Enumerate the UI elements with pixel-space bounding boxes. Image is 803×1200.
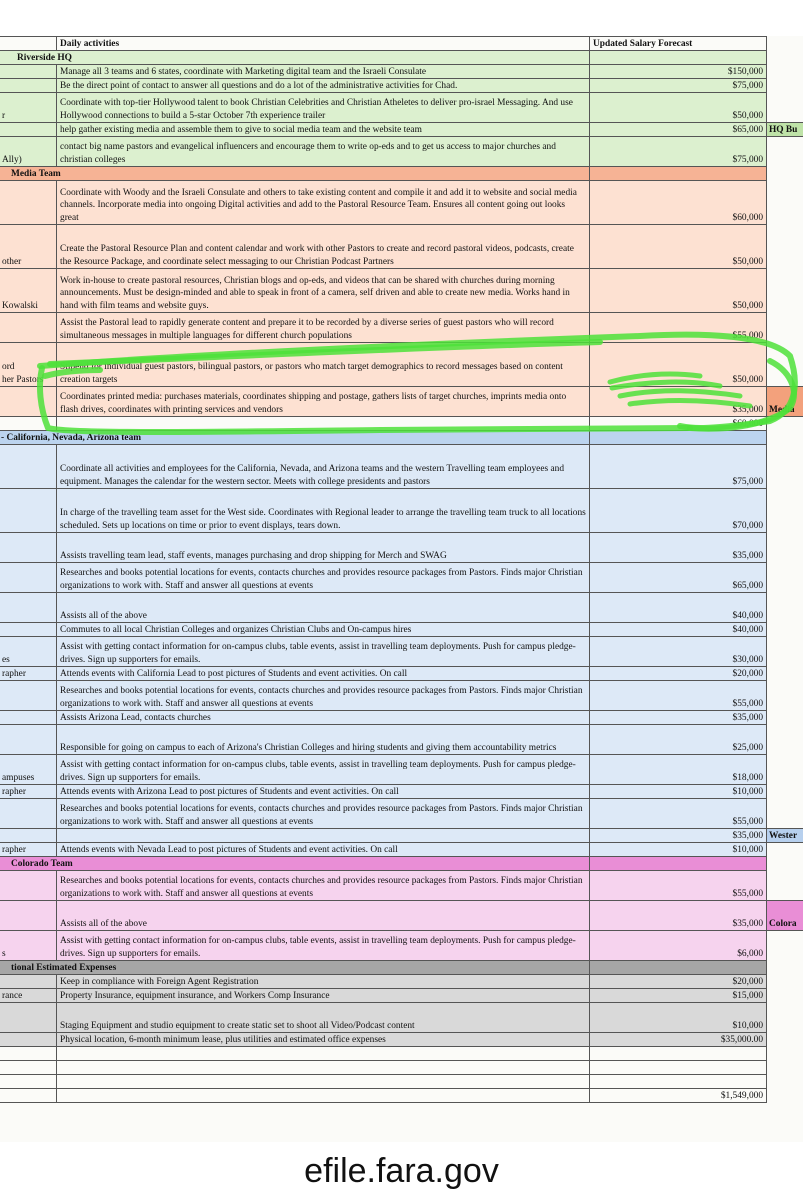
- daily-activity-cell: [57, 829, 590, 843]
- daily-activity-cell: [57, 857, 590, 871]
- header-salary-cell: Updated Salary Forecast: [590, 37, 767, 51]
- table-row: [0, 843, 803, 857]
- margin-cell: [767, 1061, 803, 1075]
- role-label-cell: [0, 123, 57, 137]
- daily-activity-cell: Researches and books potential locations for events, contacts churches and provides resource packages from Pastors. Finds major Christian organizations to work with. Staff and answer all questions at events: [57, 871, 590, 901]
- role-label-cell: [0, 1075, 57, 1089]
- daily-activity-cell: Commutes to all local Christian Colleges and organizes Christian Clubs and On-campus hires: [57, 623, 590, 637]
- table-row: [0, 181, 803, 225]
- salary-cell: $1,549,000: [590, 1089, 767, 1103]
- margin-cell: [767, 225, 803, 269]
- table-row: [0, 93, 803, 123]
- role-label-cell: [0, 489, 57, 533]
- salary-cell: $35,000: [590, 829, 767, 843]
- daily-activity-cell: Assist with getting contact information for on-campus clubs, table events, assist in travelling team deployments. Push for campus pledge-drives. Sign up supporters for emails.: [57, 637, 590, 667]
- margin-cell: [767, 167, 803, 181]
- table-row: [0, 1047, 803, 1061]
- salary-cell: [590, 857, 767, 871]
- table-row: [0, 123, 803, 137]
- daily-activity-cell: help gather existing media and assemble them to give to social media team and the website team: [57, 123, 590, 137]
- role-label-cell: ampuses: [0, 755, 57, 785]
- table-row: [0, 637, 803, 667]
- role-label-cell: ord her Pastors: [0, 343, 57, 387]
- daily-activity-cell: Attends events with Nevada Lead to post pictures of Students and event activities. On call: [57, 843, 590, 857]
- table-row: [0, 489, 803, 533]
- table-row: [0, 829, 803, 843]
- table-row: [0, 931, 803, 961]
- daily-activity-cell: Physical location, 6-month minimum lease, plus utilities and estimated office expenses: [57, 1033, 590, 1047]
- salary-cell: $10,000: [590, 843, 767, 857]
- section-header-row: [0, 961, 803, 975]
- role-label-cell: other: [0, 225, 57, 269]
- margin-cell: [767, 931, 803, 961]
- daily-activity-cell: contact big name pastors and evangelical influencers and encourage them to write op-eds and to get us access to major churches and christian colleges: [57, 137, 590, 167]
- salary-cell: [590, 431, 767, 445]
- margin-cell: [767, 961, 803, 975]
- header-tag-cell: [767, 37, 803, 51]
- salary-cell: $150,000: [590, 65, 767, 79]
- daily-activity-cell: Responsible for going on campus to each of Arizona's Christian Colleges and hiring students and giving them accountability metrics: [57, 725, 590, 755]
- salary-cell: $55,000: [590, 871, 767, 901]
- table-row: [0, 667, 803, 681]
- daily-activity-cell: In charge of the travelling team asset for the West side. Coordinates with Regional leader to arrange the travelling team truck to all locations scheduled. Sets up locations on time or prior to event displays, tears down.: [57, 489, 590, 533]
- margin-cell: [767, 623, 803, 637]
- margin-cell: [767, 343, 803, 387]
- daily-activity-cell: Assists Arizona Lead, contacts churches: [57, 711, 590, 725]
- table-row: [0, 563, 803, 593]
- salary-cell: [590, 51, 767, 65]
- table-row: [0, 65, 803, 79]
- role-label-cell: [0, 681, 57, 711]
- daily-activity-cell: [57, 961, 590, 975]
- margin-cell: [767, 431, 803, 445]
- salary-cell: $18,000: [590, 755, 767, 785]
- daily-activity-cell: Coordinate with Woody and the Israeli Consulate and others to take existing content and compile it and add it to website and social media channels. Incorporate media into ongoing Digital activities and add to the Pastoral Resource Team. Ensures all content going out looks great: [57, 181, 590, 225]
- daily-activity-cell: Researches and books potential locations for events, contacts churches and provides resource packages from Pastors. Finds major Christian organizations to work with. Staff and answer all questions at events: [57, 563, 590, 593]
- daily-activity-cell: [57, 167, 590, 181]
- table-row: [0, 799, 803, 829]
- section-title-text: Riverside HQ: [17, 52, 72, 63]
- margin-cell: [767, 667, 803, 681]
- role-label-cell: rapher: [0, 667, 57, 681]
- team-tag: Wester: [767, 829, 803, 843]
- daily-activity-cell: Stipend for individual guest pastors, bilingual pastors, or pastors who match target demographics to record messages based on content creation targets: [57, 343, 590, 387]
- margin-cell: [767, 975, 803, 989]
- salary-cell: [590, 1061, 767, 1075]
- section-title: [0, 51, 72, 65]
- table-row: [0, 871, 803, 901]
- role-label-cell: [0, 1047, 57, 1061]
- margin-cell: [767, 1003, 803, 1033]
- salary-cell: $50,000: [590, 225, 767, 269]
- daily-activity-cell: Assists all of the above: [57, 593, 590, 623]
- salary-cell: $60,000: [590, 181, 767, 225]
- salary-cell: $6,000: [590, 931, 767, 961]
- role-label-cell: [0, 1003, 57, 1033]
- role-label-cell: [0, 1089, 57, 1103]
- role-label-cell: Ally): [0, 137, 57, 167]
- role-label-cell: Kowalski: [0, 269, 57, 313]
- daily-activity-cell: Property Insurance, equipment insurance, and Workers Comp Insurance: [57, 989, 590, 1003]
- daily-activity-cell: [57, 417, 590, 431]
- role-label-cell: [0, 829, 57, 843]
- margin-cell: [767, 799, 803, 829]
- role-label-cell: rapher: [0, 785, 57, 799]
- margin-cell: [767, 711, 803, 725]
- daily-activity-cell: Staging Equipment and studio equipment to create static set to shoot all Video/Podcast content: [57, 1003, 590, 1033]
- section-title-text: Colorado Team: [11, 858, 73, 869]
- salary-cell: $40,000: [590, 623, 767, 637]
- salary-cell: $70,000: [590, 489, 767, 533]
- salary-cell: $35,000: [590, 533, 767, 563]
- table-row: [0, 785, 803, 799]
- salary-cell: [590, 961, 767, 975]
- section-title-text: tional Estimated Expenses: [11, 962, 117, 973]
- salary-cell: $50,000: [590, 93, 767, 123]
- section-header-row: [0, 431, 803, 445]
- daily-activity-cell: Be the direct point of contact to answer all questions and do a lot of the administrative activities for Chad.: [57, 79, 590, 93]
- daily-activity-cell: Keep in compliance with Foreign Agent Registration: [57, 975, 590, 989]
- margin-cell: [767, 1033, 803, 1047]
- section-header-row: [0, 857, 803, 871]
- salary-cell: $35,000.00: [590, 1033, 767, 1047]
- margin-cell: [767, 51, 803, 65]
- salary-cell: [590, 1047, 767, 1061]
- role-label-cell: [0, 79, 57, 93]
- margin-cell: [767, 93, 803, 123]
- table-row: [0, 225, 803, 269]
- daily-activity-cell: [57, 1075, 590, 1089]
- salary-cell: $65,000: [590, 123, 767, 137]
- role-label-cell: [0, 533, 57, 563]
- team-tag: HQ Bu: [767, 123, 803, 137]
- table-row: [0, 387, 803, 417]
- salary-cell: $75,000: [590, 445, 767, 489]
- margin-cell: [767, 489, 803, 533]
- role-label-cell: s: [0, 931, 57, 961]
- margin-cell: [767, 1047, 803, 1061]
- section-title: [0, 431, 142, 445]
- source-watermark: efile.fara.gov: [0, 1142, 803, 1200]
- role-label-cell: [0, 65, 57, 79]
- daily-activity-cell: Attends events with California Lead to post pictures of Students and event activities. On call: [57, 667, 590, 681]
- daily-activity-cell: [57, 1047, 590, 1061]
- daily-activity-cell: [57, 1061, 590, 1075]
- table-row: [0, 975, 803, 989]
- table-row: [0, 79, 803, 93]
- table-row: [0, 1061, 803, 1075]
- role-label-cell: [0, 313, 57, 343]
- role-label-cell: [0, 975, 57, 989]
- role-label-cell: [0, 417, 57, 431]
- margin-cell: [767, 65, 803, 79]
- daily-activity-cell: Assist the Pastoral lead to rapidly generate content and prepare it to be recorded by a diverse series of guest pastors who will record simultaneous messages in multiple languages for different church populations: [57, 313, 590, 343]
- team-tag: Colora: [767, 901, 803, 931]
- daily-activity-cell: Create the Pastoral Resource Plan and content calendar and work with other Pastors to create and record pastoral videos, podcasts, create the Resource Package, and coordinate select messaging to our Christian Podcast Partners: [57, 225, 590, 269]
- daily-activity-cell: Work in-house to create pastoral resources, Christian blogs and op-eds, and videos that can be shared with churches during morning announcements. Must be design-minded and able to speak in front of a camera, self driven and able to create new media. Works hand in hand with film teams and website guys.: [57, 269, 590, 313]
- salary-cell: $10,000: [590, 1003, 767, 1033]
- salary-cell: $35,000: [590, 387, 767, 417]
- table-row: [0, 1075, 803, 1089]
- daily-activity-cell: Researches and books potential locations for events, contacts churches and provides resource packages from Pastors. Finds major Christian organizations to work with. Staff and answer all questions at events: [57, 799, 590, 829]
- table-row: [0, 989, 803, 1003]
- salary-cell: [590, 1075, 767, 1089]
- daily-activity-cell: Assists travelling team lead, staff events, manages purchasing and drop shipping for Merch and SWAG: [57, 533, 590, 563]
- role-label-cell: [0, 563, 57, 593]
- table-row: [0, 623, 803, 637]
- salary-cell: $75,000: [590, 79, 767, 93]
- margin-cell: [767, 637, 803, 667]
- table-row: [0, 1089, 803, 1103]
- margin-cell: [767, 843, 803, 857]
- role-label-cell: [0, 1033, 57, 1047]
- table-row: [0, 593, 803, 623]
- table-row: [0, 137, 803, 167]
- table-row: [0, 1003, 803, 1033]
- salary-cell: $20,000: [590, 975, 767, 989]
- role-label-cell: [0, 711, 57, 725]
- margin-cell: [767, 857, 803, 871]
- salary-cell: $25,000: [590, 725, 767, 755]
- margin-cell: [767, 725, 803, 755]
- section-header-row: [0, 167, 803, 181]
- table-row: [0, 445, 803, 489]
- margin-cell: [767, 417, 803, 431]
- team-tag: Media: [767, 387, 803, 417]
- margin-cell: [767, 563, 803, 593]
- daily-activity-cell: Researches and books potential locations for events, contacts churches and provides resource packages from Pastors. Finds major Christian organizations to work with. Staff and answer all questions at events: [57, 681, 590, 711]
- role-label-cell: [0, 1061, 57, 1075]
- salary-table: [0, 36, 803, 1103]
- role-label-cell: es: [0, 637, 57, 667]
- header-activities-cell: Daily activities: [57, 37, 590, 51]
- salary-cell: $10,000: [590, 785, 767, 799]
- role-label-cell: [0, 387, 57, 417]
- daily-activity-cell: Coordinates printed media: purchases materials, coordinates shipping and postage, gathers lists of target churches, imprints media onto flash drives, coordinates with printing services and vendors: [57, 387, 590, 417]
- margin-cell: [767, 989, 803, 1003]
- salary-cell: $50,000: [590, 269, 767, 313]
- salary-cell: $55,000: [590, 313, 767, 343]
- daily-activity-cell: Manage all 3 teams and 6 states, coordinate with Marketing digital team and the Israeli Consulate: [57, 65, 590, 79]
- role-label-cell: [0, 623, 57, 637]
- salary-cell: $65,000: [590, 563, 767, 593]
- table-row: [0, 1033, 803, 1047]
- salary-cell: $35,000: [590, 711, 767, 725]
- table-row: [0, 711, 803, 725]
- margin-cell: [767, 871, 803, 901]
- salary-cell: $20,000: [590, 667, 767, 681]
- margin-cell: [767, 755, 803, 785]
- role-label-cell: rance: [0, 989, 57, 1003]
- section-title: [0, 961, 117, 975]
- daily-activity-cell: Attends events with Arizona Lead to post pictures of Students and event activities. On call: [57, 785, 590, 799]
- salary-cell: $50,000: [590, 343, 767, 387]
- daily-activity-cell: Assist with getting contact information for on-campus clubs, table events, assist in travelling team deployments. Push for campus pledge-drives. Sign up supporters for emails.: [57, 755, 590, 785]
- margin-cell: [767, 593, 803, 623]
- table-row: [0, 343, 803, 387]
- role-label-cell: rapher: [0, 843, 57, 857]
- daily-activity-cell: Coordinate with top-tier Hollywood talent to book Christian Celebrities and Christian Atheletes to deliver pro-israel Messaging. And use Hollywood connections to build a 5-star October 7th experience trailer: [57, 93, 590, 123]
- salary-cell: $30,000: [590, 637, 767, 667]
- role-label-cell: [0, 445, 57, 489]
- section-title-text: - California, Nevada, Arizona team: [1, 432, 142, 443]
- header-name-cell: [0, 37, 57, 51]
- daily-activity-cell: Coordinate all activities and employees for the California, Nevada, and Arizona teams and the western Travelling team employees and equipment. Manages the calendar for the western sector. Meets with college presidents and pastors: [57, 445, 590, 489]
- table-row: [0, 901, 803, 931]
- table-row: [0, 755, 803, 785]
- section-header-row: [0, 51, 803, 65]
- table-row: [0, 269, 803, 313]
- role-label-cell: [0, 871, 57, 901]
- spreadsheet-photo: [0, 36, 803, 1142]
- section-title: [0, 857, 73, 871]
- daily-activity-cell: [57, 51, 590, 65]
- section-title-text: Media Team: [11, 168, 61, 179]
- table-row: [0, 417, 803, 431]
- margin-cell: [767, 1089, 803, 1103]
- salary-cell: $40,000: [590, 593, 767, 623]
- margin-cell: [767, 79, 803, 93]
- salary-cell: $75,000: [590, 137, 767, 167]
- margin-cell: [767, 533, 803, 563]
- margin-cell: [767, 445, 803, 489]
- table-row: [0, 681, 803, 711]
- margin-cell: [767, 137, 803, 167]
- margin-cell: [767, 181, 803, 225]
- role-label-cell: [0, 181, 57, 225]
- salary-cell: $60,000: [590, 417, 767, 431]
- margin-cell: [767, 785, 803, 799]
- salary-cell: $55,000: [590, 681, 767, 711]
- table-row: [0, 725, 803, 755]
- role-label-cell: r: [0, 93, 57, 123]
- salary-cell: $55,000: [590, 799, 767, 829]
- role-label-cell: [0, 901, 57, 931]
- salary-cell: $35,000: [590, 901, 767, 931]
- table-row: [0, 313, 803, 343]
- daily-activity-cell: Assist with getting contact information for on-campus clubs, table events, assist in travelling team deployments. Push for campus pledge-drives. Sign up supporters for emails.: [57, 931, 590, 961]
- margin-cell: [767, 681, 803, 711]
- salary-cell: $15,000: [590, 989, 767, 1003]
- section-title: [0, 167, 61, 181]
- margin-cell: [767, 1075, 803, 1089]
- role-label-cell: [0, 593, 57, 623]
- role-label-cell: [0, 799, 57, 829]
- table-row: [0, 533, 803, 563]
- margin-cell: [767, 269, 803, 313]
- margin-cell: [767, 313, 803, 343]
- daily-activity-cell: Assists all of the above: [57, 901, 590, 931]
- role-label-cell: [0, 725, 57, 755]
- daily-activity-cell: [57, 1089, 590, 1103]
- table-header-row: [0, 37, 803, 51]
- salary-cell: [590, 167, 767, 181]
